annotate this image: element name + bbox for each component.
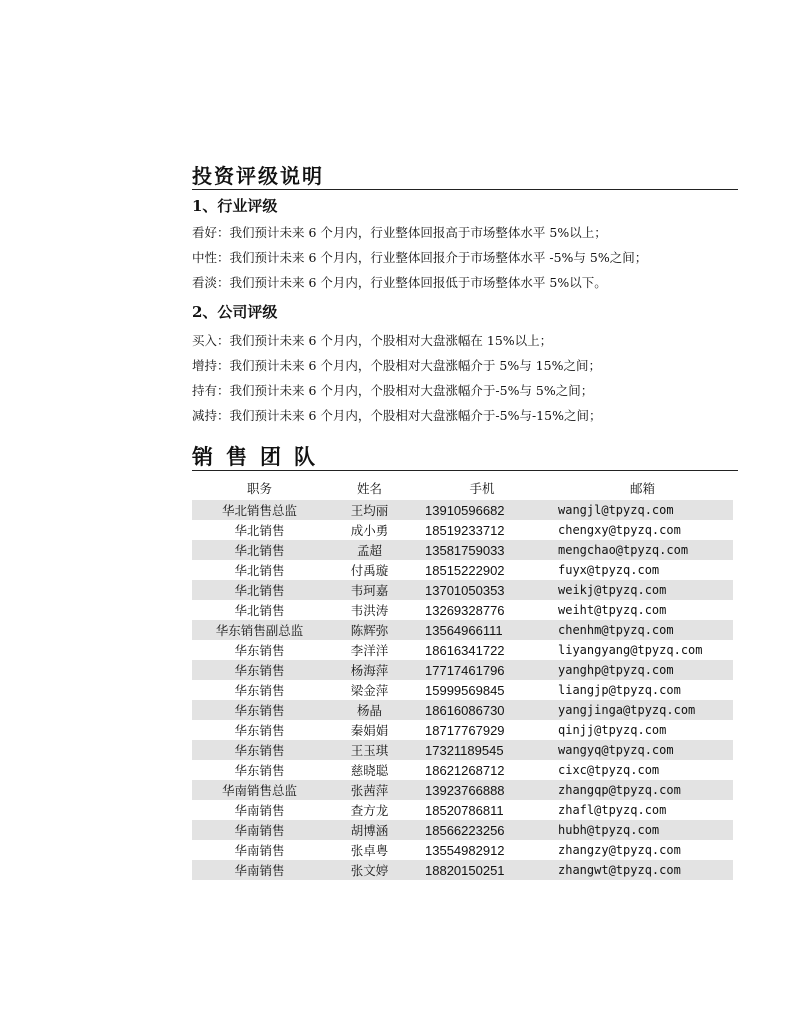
cell-email: liangjp@tpyzq.com	[558, 683, 681, 697]
cell-name: 杨晶	[327, 700, 412, 720]
company-rating-line: 减持：我们预计未来 6 个月内，个股相对大盘涨幅介于-5%与-15%之间；	[192, 408, 602, 423]
header-email: 邮箱	[629, 481, 655, 496]
cell-phone: 18820150251	[412, 860, 552, 880]
cell-role: 华东销售	[234, 723, 285, 738]
cell-name: 王均丽	[327, 500, 412, 520]
cell-email: zhangwt@tpyzq.com	[552, 860, 733, 880]
header-name: 姓名	[356, 481, 382, 496]
cell-phone: 18519233712	[425, 522, 505, 538]
cell-phone: 15999569845	[425, 682, 505, 698]
cell-role: 华北销售	[234, 563, 285, 578]
cell-role: 华北销售	[234, 603, 285, 618]
cell-name: 杨海萍	[327, 660, 412, 680]
cell-email: wangyq@tpyzq.com	[552, 740, 733, 760]
team-title-rule	[192, 470, 738, 471]
cell-phone: 13923766888	[412, 780, 552, 800]
cell-phone: 13564966111	[412, 620, 552, 640]
cell-phone: 18515222902	[425, 562, 505, 578]
cell-phone: 18717767929	[425, 722, 505, 738]
cell-email: weiht@tpyzq.com	[558, 603, 667, 617]
cell-role: 华北销售	[192, 580, 327, 600]
table-row	[192, 780, 733, 800]
cell-email: cixc@tpyzq.com	[558, 763, 660, 777]
cell-role: 华东销售副总监	[192, 620, 327, 640]
cell-role: 华东销售	[192, 740, 327, 760]
cell-email: zhangzy@tpyzq.com	[558, 843, 681, 857]
cell-role: 华南销售	[192, 820, 327, 840]
table-row	[192, 500, 733, 520]
cell-email: fuyx@tpyzq.com	[558, 563, 660, 577]
industry-rating-line: 中性：我们预计未来 6 个月内，行业整体回报介于市场整体水平 -5%与 5%之间；	[192, 250, 648, 265]
table-row	[192, 820, 733, 840]
table-row	[192, 740, 733, 760]
rating-title-rule	[192, 189, 738, 190]
cell-phone: 18520786811	[425, 802, 504, 818]
company-rating-line: 增持：我们预计未来 6 个月内，个股相对大盘涨幅介于 5%与 15%之间；	[192, 358, 601, 373]
sales-team-title: 销售团队	[192, 444, 328, 469]
table-row	[192, 840, 733, 860]
sales-team-table	[192, 476, 733, 880]
cell-role: 华东销售	[192, 660, 327, 680]
cell-name: 张文婷	[327, 860, 412, 880]
cell-email: qinjj@tpyzq.com	[558, 723, 667, 737]
cell-phone: 18621268712	[425, 762, 505, 778]
table-row	[192, 600, 733, 620]
cell-role: 华南销售	[234, 803, 285, 818]
cell-phone: 18616086730	[412, 700, 552, 720]
cell-name: 慈晓聪	[350, 763, 389, 778]
table-row	[192, 580, 733, 600]
table-row	[192, 700, 733, 720]
cell-name: 李洋洋	[350, 643, 389, 658]
rating-section-title: 投资评级说明	[192, 164, 324, 188]
cell-email: wangjl@tpyzq.com	[552, 500, 733, 520]
cell-name: 王玉琪	[327, 740, 412, 760]
cell-phone: 13701050353	[412, 580, 552, 600]
table-row	[192, 660, 733, 680]
cell-email: yanghp@tpyzq.com	[552, 660, 733, 680]
cell-role: 华南销售	[192, 860, 327, 880]
header-role: 职务	[246, 481, 272, 496]
cell-phone: 13910596682	[412, 500, 552, 520]
cell-name: 陈辉弥	[327, 620, 412, 640]
cell-email: mengchao@tpyzq.com	[552, 540, 733, 560]
table-row	[192, 720, 733, 740]
cell-role: 华北销售	[192, 540, 327, 560]
cell-role: 华北销售总监	[192, 500, 327, 520]
cell-role: 华东销售	[234, 683, 285, 698]
cell-email: weikj@tpyzq.com	[552, 580, 733, 600]
cell-phone: 13269328776	[425, 602, 505, 618]
table-row	[192, 860, 733, 880]
industry-rating-line: 看好：我们预计未来 6 个月内，行业整体回报高于市场整体水平 5%以上；	[192, 225, 607, 240]
cell-email: hubh@tpyzq.com	[552, 820, 733, 840]
cell-name: 付禹璇	[350, 563, 389, 578]
cell-role: 华东销售	[234, 763, 285, 778]
cell-email: chenhm@tpyzq.com	[552, 620, 733, 640]
cell-phone: 17321189545	[412, 740, 552, 760]
table-row	[192, 680, 733, 700]
cell-role: 华东销售	[234, 643, 285, 658]
cell-email: liyangyang@tpyzq.com	[558, 643, 703, 657]
table-row	[192, 540, 733, 560]
cell-role: 华南销售	[234, 843, 285, 858]
cell-phone: 18616341722	[425, 642, 505, 658]
table-row	[192, 640, 733, 660]
cell-name: 胡博涵	[327, 820, 412, 840]
cell-name: 秦娟娟	[350, 723, 389, 738]
cell-name: 梁金萍	[350, 683, 389, 698]
table-row	[192, 620, 733, 640]
cell-role: 华北销售	[234, 523, 285, 538]
header-phone: 手机	[469, 481, 495, 496]
table-row	[192, 560, 733, 580]
table-row	[192, 520, 733, 540]
cell-phone: 13581759033	[412, 540, 552, 560]
cell-name: 韦珂嘉	[327, 580, 412, 600]
cell-role: 华东销售	[192, 700, 327, 720]
cell-name: 孟超	[327, 540, 412, 560]
cell-role: 华南销售总监	[192, 780, 327, 800]
cell-phone: 13554982912	[425, 842, 505, 858]
cell-email: chengxy@tpyzq.com	[558, 523, 681, 537]
company-rating-line: 买入：我们预计未来 6 个月内，个股相对大盘涨幅在 15%以上；	[192, 333, 553, 348]
cell-email: zhafl@tpyzq.com	[558, 803, 667, 817]
cell-name: 张卓粤	[350, 843, 389, 858]
cell-name: 查方龙	[350, 803, 389, 818]
cell-name: 韦洪涛	[350, 603, 389, 618]
cell-email: yangjinga@tpyzq.com	[552, 700, 733, 720]
table-row	[192, 760, 733, 780]
cell-phone: 17717461796	[412, 660, 552, 680]
company-rating-heading: 2、公司评级	[192, 303, 278, 321]
table-header-row	[192, 476, 733, 500]
cell-phone: 18566223256	[412, 820, 552, 840]
cell-name: 张茜萍	[327, 780, 412, 800]
industry-rating-line: 看淡：我们预计未来 6 个月内，行业整体回报低于市场整体水平 5%以下。	[192, 275, 607, 290]
cell-name: 成小勇	[350, 523, 389, 538]
industry-rating-heading: 1、行业评级	[192, 197, 278, 215]
company-rating-line: 持有：我们预计未来 6 个月内，个股相对大盘涨幅介于-5%与 5%之间；	[192, 383, 594, 398]
cell-email: zhangqp@tpyzq.com	[552, 780, 733, 800]
table-row	[192, 800, 733, 820]
